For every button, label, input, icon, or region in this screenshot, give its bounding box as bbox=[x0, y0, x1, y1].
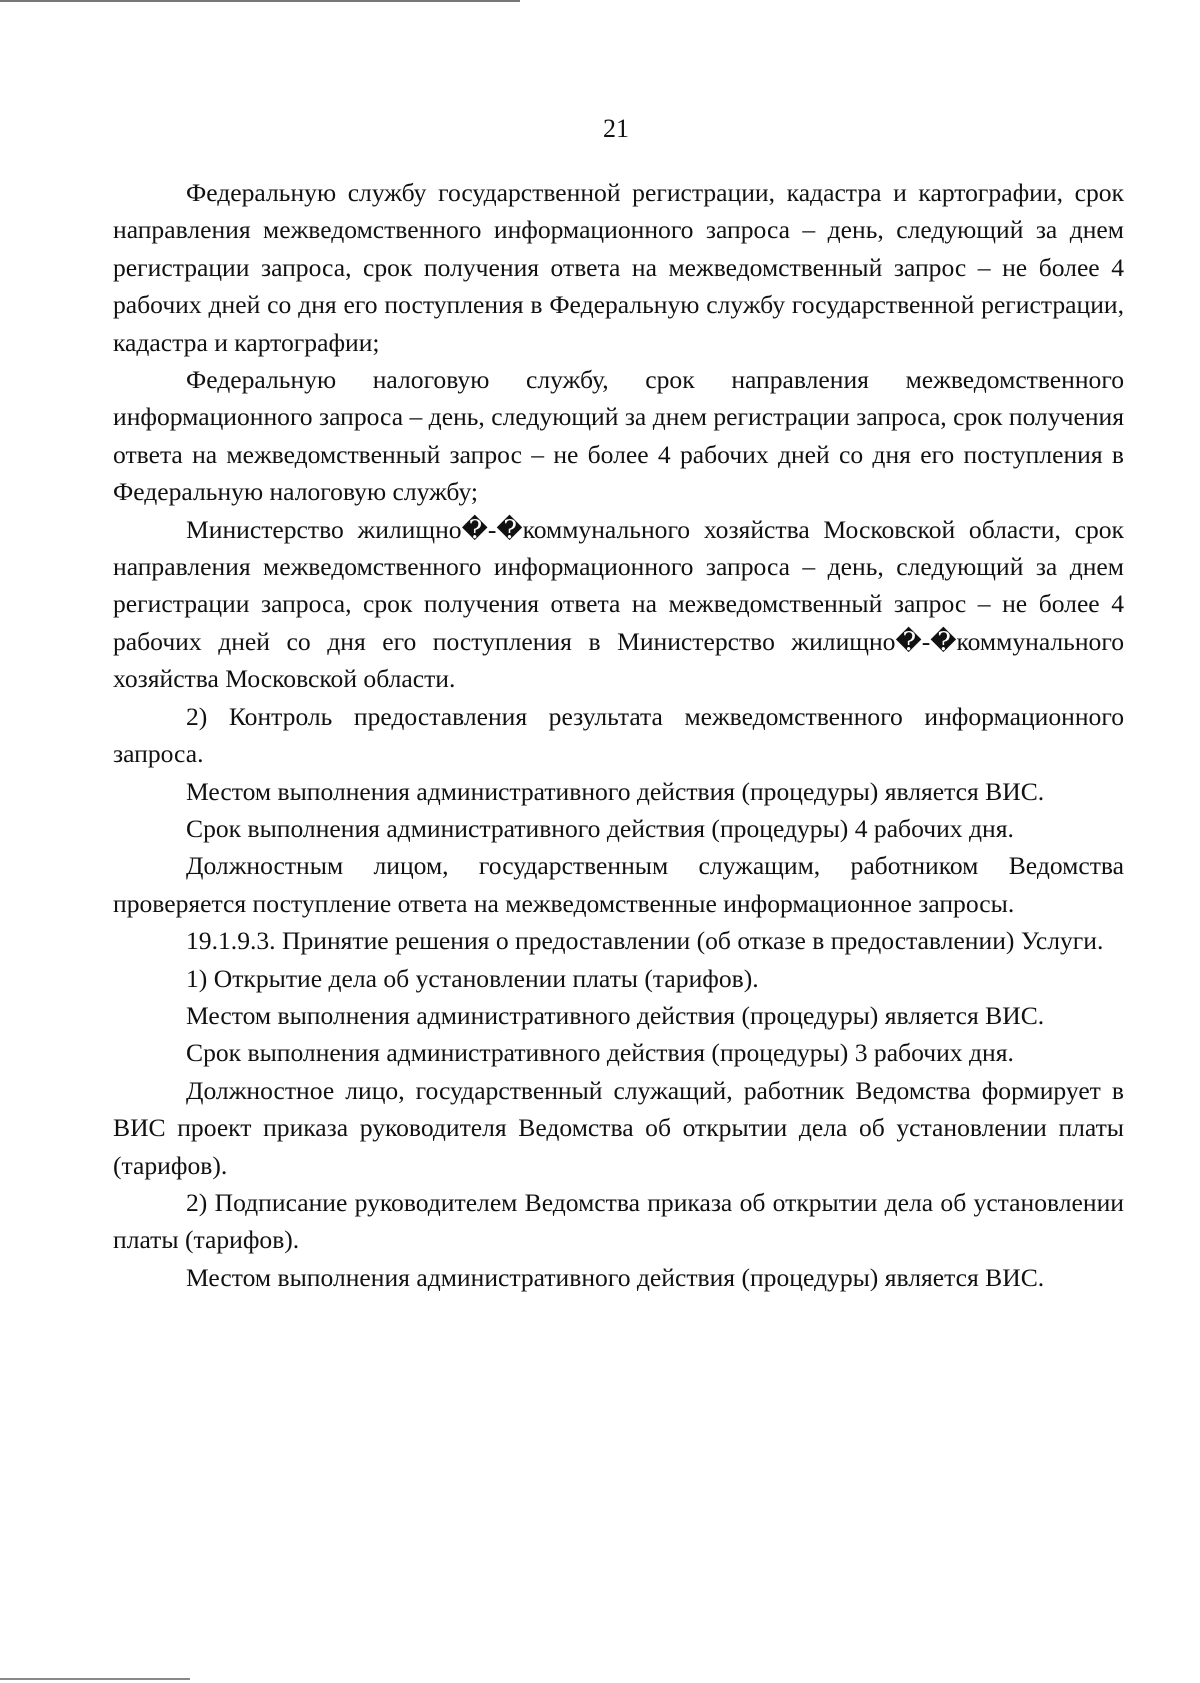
paragraph-14: Местом выполнения административного действия (процедуры) является ВИС. bbox=[186, 1262, 1045, 1292]
paragraph-7: Должностным лицом, государственным служащим, работником Ведомства проверяется поступление ответа на межведомственные информационное запросы. bbox=[113, 851, 1124, 918]
document-body bbox=[113, 174, 1124, 1296]
paragraph-4: 2) Контроль предоставления результата межведомственного информационного запроса. bbox=[113, 701, 1124, 769]
paragraph-11: Срок выполнения административного действия (процедуры) 3 рабочих дня. bbox=[186, 1038, 1014, 1068]
paragraph-12: Должностное лицо, государственный служащий, работник Ведомства формирует в ВИС проект приказа руководителя Ведомства об открытии дела об установлении платы (тарифов). bbox=[113, 1075, 1124, 1180]
paragraph-10: Местом выполнения административного действия (процедуры) является ВИС. bbox=[186, 1000, 1045, 1030]
page-number: 21 bbox=[603, 114, 629, 143]
paragraph-13: 2) Подписание руководителем Ведомства приказа об открытии дела об установлении платы (тарифов). bbox=[113, 1187, 1124, 1255]
scan-edge-top bbox=[0, 0, 520, 2]
paragraph-3: Министерство жилищно�-�коммунального хозяйства Московской области, срок направления межведомственного информационного запроса – день, следующий за днем регистрации запроса, срок получения ответа на межведомственный запрос – не более 4 рабочих дней со дня его поступления в Министерство жилищно�-�коммунального хозяйства Московской области. bbox=[113, 514, 1124, 694]
paragraph-6: Срок выполнения административного действия (процедуры) 4 рабочих дня. bbox=[186, 813, 1014, 843]
paragraph-8: 19.1.9.3. Принятие решения о предоставлении (об отказе в предоставлении) Услуги. bbox=[186, 926, 1104, 956]
scan-edge-bottom bbox=[0, 1678, 190, 1680]
paragraph-5: Местом выполнения административного действия (процедуры) является ВИС. bbox=[186, 776, 1045, 806]
paragraph-9: 1) Открытие дела об установлении платы (тарифов). bbox=[186, 963, 759, 993]
paragraph-1: Федеральную службу государственной регистрации, кадастра и картографии, срок направления межведомственного информационного запроса – день, следующий за днем регистрации запроса, срок получения ответа на межведомственный запрос – не более 4 рабочих дней со дня его поступления в Федеральную службу государственной регистрации, кадастра и картографии; bbox=[113, 178, 1124, 357]
paragraph-2: Федеральную налоговую службу, срок направления межведомственного информационного запроса – день, следующий за днем регистрации запроса, срок получения ответа на межведомственный запрос – не более 4 рабочих дней со дня его поступления в Федеральную налоговую службу; bbox=[113, 365, 1125, 507]
